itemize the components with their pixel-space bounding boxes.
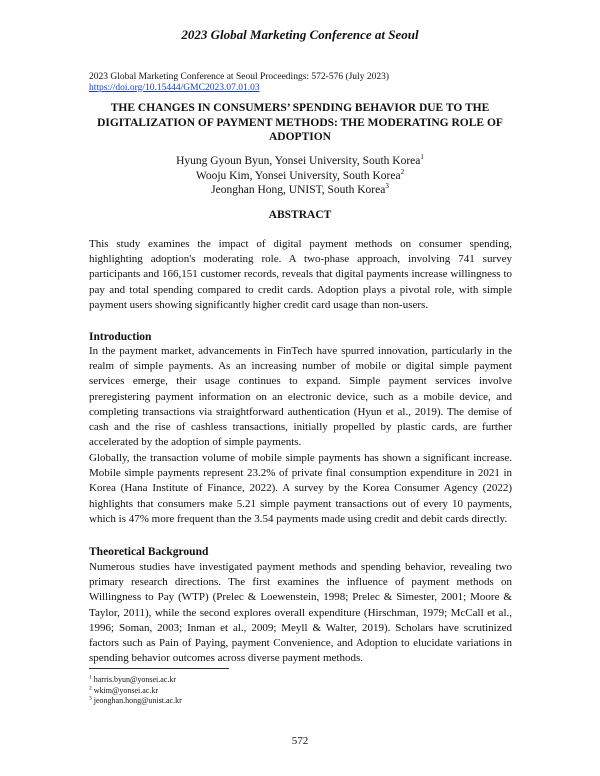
footnote [89, 675, 182, 686]
author-line [0, 183, 600, 198]
author-name: Jeonghan Hong, UNIST, South Korea [211, 184, 386, 196]
footnote-marker: 3 [89, 695, 92, 702]
doi-link[interactable]: https://doi.org/10.15444/GMC2023.07.01.03 [89, 83, 260, 93]
proceedings-citation: 2023 Global Marketing Conference at Seoul Proceedings: 572-576 (July 2023) [89, 72, 389, 82]
footnote-email: jeonghan.hong@unist.ac.kr [93, 696, 182, 705]
author-line [0, 169, 600, 184]
footnote-marker: 1 [420, 153, 424, 162]
paper-title: THE CHANGES IN CONSUMERS’ SPENDING BEHAVIOR DUE TO THE DIGITALIZATION OF PAYMENT METHODS: THE MODERATING ROLE OF ADOPTION [97, 102, 503, 143]
footnote [89, 696, 182, 707]
author-list [0, 154, 600, 198]
footnote-divider [89, 668, 229, 669]
introduction-paragraph-1: In the payment market, advancements in FinTech have spurred innovation, particularly in the realm of simple payments. As an increasing number of mobile or digital simple payment services emerge, their usage continues to expand. Simple payment services involve preregistering payment information on an electronic device, such as a mobile device, and completing transactions via straightforward authentication (Hyun et al., 2019). The demise of cash and the rise of cashless transactions, initially propelled by plastic cards, are further accelerated by the adoption of simple payments. [89, 345, 512, 449]
footnotes [89, 675, 182, 707]
introduction-heading: Introduction [89, 331, 152, 343]
footnote-marker: 2 [400, 167, 405, 176]
footnote-email: harris.byun@yonsei.ac.kr [93, 675, 176, 684]
abstract-text: This study examines the impact of digital payment methods on consumer spending, highlighting adoption's moderating role. A two-phase approach, involving 741 survey participants and 166,151 customer records, reveals that digital payments increase willingness to pay and total spending compared to credit cards. Adoption plays a pivotal role, with simple payment users showing significantly higher credit card usage than non-users. [89, 238, 512, 311]
footnote-marker: 1 [89, 674, 92, 681]
footnote-marker: 3 [385, 182, 389, 191]
conference-header: 2023 Global Marketing Conference at Seoul [181, 27, 419, 42]
footnote [89, 686, 182, 697]
introduction-paragraph-2: Globally, the transaction volume of mobile simple payments has shown a significant increase. Mobile simple payments represent 23.2% of private final consumption expenditure in 2021 in Korea (Hana Institute of Finance, 2022). A survey by the Korea Consumer Agency (2022) highlights that consumers make 5.21 simple payment transactions out of every 10 payments, which is 47% more frequent than the 3.54 payments made using credit and debit cards directly. [89, 452, 512, 525]
author-name: Hyung Gyoun Byun, Yonsei University, South Korea [176, 155, 421, 167]
footnote-email: wkim@yonsei.ac.kr [93, 685, 158, 695]
page-number: 572 [291, 735, 309, 747]
author-line [0, 154, 600, 169]
author-name: Wooju Kim, Yonsei University, South Korea [195, 169, 401, 182]
theoretical-background-paragraph: Numerous studies have investigated payment methods and spending behavior, revealing two primary research directions. The first examines the influence of payment methods on Willingness to Pay (WTP) (Prelec & Loewenstein, 1998; Prelec & Simester, 2001; Moore & Taylor, 2011), while the second explores overall expenditure (Hirschman, 1979; McCall et al., 1996; Soman, 2003; Inman et al., 2009; Meyll & Walter, 2019). Scholars have scrutinized factors such as Pain of Paying, payment Convenience, and Adoption to elucidate variations in spending behavior outcomes across diverse payment methods. [89, 561, 512, 665]
footnote-marker: 2 [89, 684, 92, 691]
abstract-heading: ABSTRACT [268, 209, 332, 221]
theoretical-background-heading: Theoretical Background [89, 546, 209, 558]
